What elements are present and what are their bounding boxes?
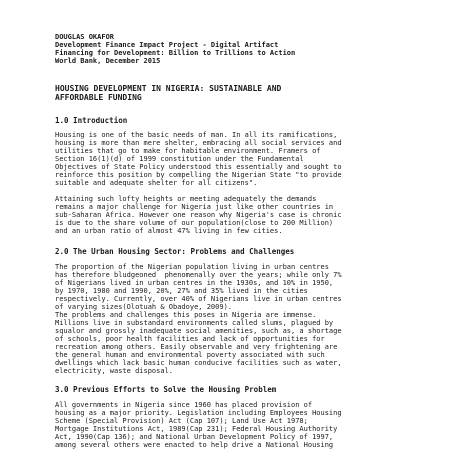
section-heading-urban-housing: 2.0 The Urban Housing Sector: Problems and Challenges <box>55 247 295 256</box>
paragraph-line: Millions live in substandard environments called slums, plagued by <box>55 319 334 327</box>
paragraph-line: squalor and grossly inadequate social amenities, such as, a shortage <box>55 327 342 335</box>
paragraph-line: is due to the share volume of our population(close to 200 Million) <box>55 219 334 227</box>
paragraph-line: reinforce this position by compelling the Nigerian State "to provide <box>55 171 342 179</box>
author-name: DOUGLAS OKAFOR <box>55 33 115 41</box>
header-line-1: Development Finance Impact Project - Digital Artifact <box>55 41 279 49</box>
paragraph-line: among several others were enacted to help drive a National Housing <box>55 441 334 449</box>
paragraph-line: recreation among others. Easily observable and very frightening are <box>55 343 338 351</box>
paragraph-line: by 1970, 1980 and 1990, 20%, 27% and 35% lived in the cities <box>55 287 308 295</box>
document-title-line-1: HOUSING DEVELOPMENT IN NIGERIA: SUSTAINABLE AND <box>55 84 282 93</box>
paragraph-line: Act, 1990(Cap 136); and National Urban Development Policy of 1997, <box>55 433 334 441</box>
header-line-2: Financing for Development: Billion to Trillions to Action <box>55 49 296 57</box>
paragraph-line: remains a major challenge for Nigeria just like other countries in <box>55 203 334 211</box>
paragraph-line: Mortgage Institutions Act, 1989(Cap 231); Federal Housing Authority <box>55 425 338 433</box>
paragraph-line: The problems and challenges this poses in Nigeria are immense. <box>55 311 317 319</box>
paragraph-line: respectively. Currently, over 40% of Nigerians live in urban centres <box>55 295 342 303</box>
paragraph-line: dwellings which lack basic human conducive facilities such as water, <box>55 359 342 367</box>
section-heading-introduction: 1.0 Introduction <box>55 116 128 125</box>
paragraph-line: the general human and environmental poverty associated with such <box>55 351 325 359</box>
paragraph-line: housing is more than mere shelter, embracing all social services and <box>55 139 342 147</box>
paragraph-line: Section 16(1)(d) of 1999 constitution under the Fundamental <box>55 155 304 163</box>
document-title-line-2: AFFORDABLE FUNDING <box>55 93 142 102</box>
paragraph-line: electricity, waste disposal. <box>55 367 174 375</box>
paragraph-line: and an urban ratio of almost 47% living in few cities. <box>55 227 283 235</box>
paragraph-line: of Nigerians lived in urban centres in the 1930s, and 10% in 1950, <box>55 279 334 287</box>
paragraph-line: sub-Saharan Africa. However one reason why Nigeria's case is chronic <box>55 211 342 219</box>
paragraph-line: The proportion of the Nigerian population living in urban centres <box>55 263 329 271</box>
paragraph-line: Housing is one of the basic needs of man. In all its ramifications, <box>55 131 338 139</box>
paragraph-line: Objectives of State Policy understood this essentially and sought to <box>55 163 342 171</box>
paragraph-line: All governments in Nigeria since 1960 has placed provision of <box>55 401 313 409</box>
section-heading-previous-efforts: 3.0 Previous Efforts to Solve the Housing Problem <box>55 385 277 394</box>
paragraph-line: housing as a major priority. Legislation including Employees Housing <box>55 409 342 417</box>
paragraph-line: of schools, poor health facilities and lack of opportunities for <box>55 335 325 343</box>
header-line-3: World Bank, December 2015 <box>55 57 161 65</box>
paragraph-line: of varying sizes(Olotuah & Obadoye, 2009). <box>55 303 233 311</box>
paragraph-line: utilities that go to make for habitable environment. Framers of <box>55 147 321 155</box>
paragraph-line: suitable and adequate shelter for all citizens". <box>55 179 258 187</box>
paragraph-line: Attaining such lofty heights or meeting adequately the demands <box>55 195 317 203</box>
paragraph-line: Scheme (Special Provision) Act (Cap 107); Land Use Act 1978; <box>55 417 308 425</box>
paragraph-line: has therefore bludgeoned phenomenally over the years; while only 7% <box>55 271 342 279</box>
